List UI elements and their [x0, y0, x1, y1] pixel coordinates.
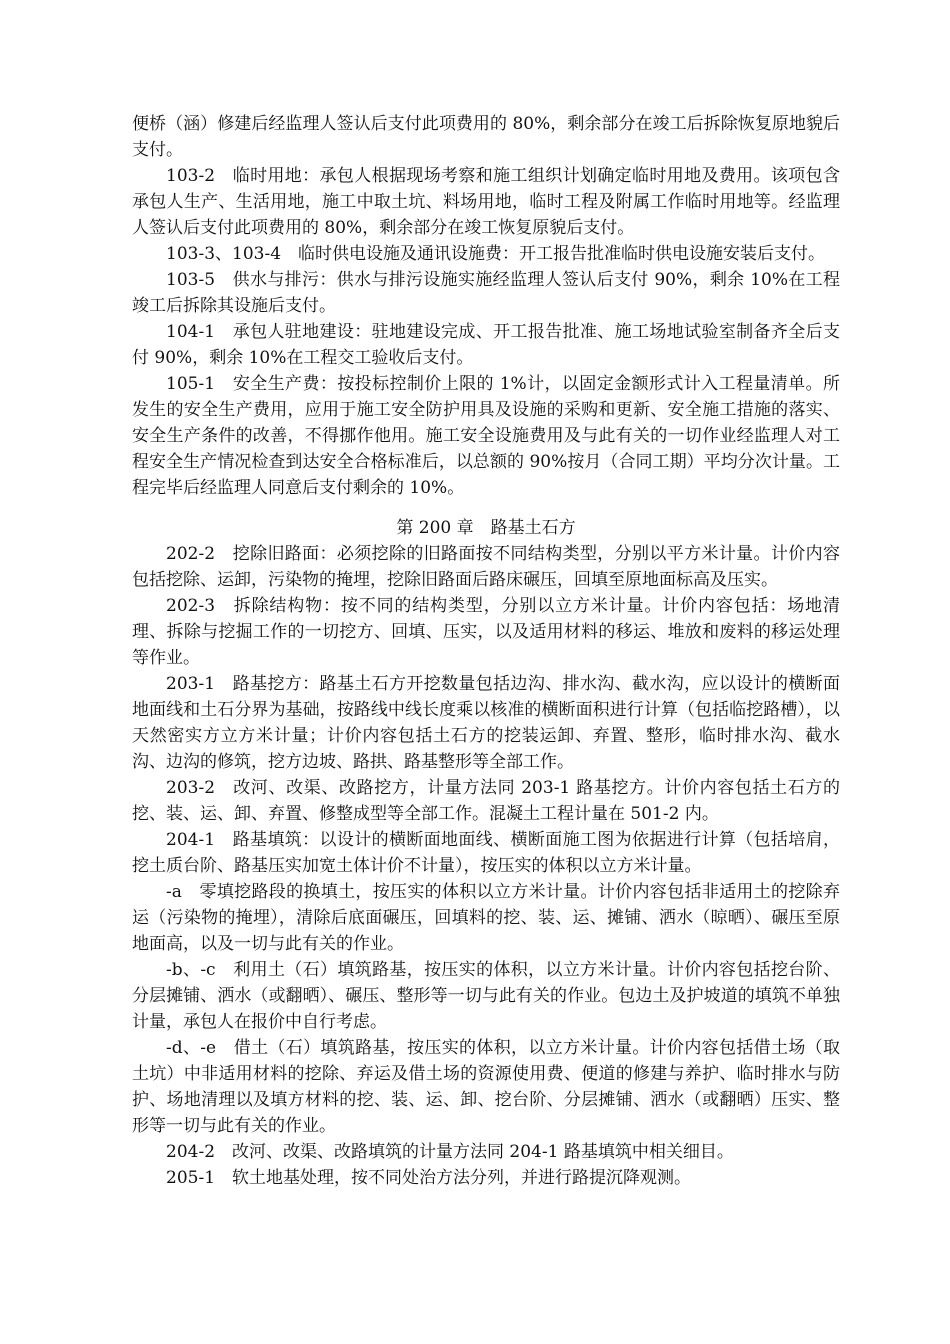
paragraph-103-3-103-4: 103-3、103-4 临时供电设施及通讯设施费：开工报告批准临时供电设施安装后支付。	[166, 244, 826, 264]
chapter-title: 第 200 章 路基土石方	[396, 518, 576, 538]
paragraph-203-1: 203-1 路基挖方：路基土石方开挖数量包括边沟、排水沟、截水沟，应以设计的横断面地面线和土石分界为基础，按路线中线长度乘以核准的横断面积进行计算（包括临挖路槽），以天然密实方立方米计量；计价内容包括土石方的挖装运卸、弃置、整形，临时排水沟、截水沟、边沟的修筑，挖方边坡、路拱、路基整形等全部工作。	[132, 674, 840, 772]
paragraph-202-3: 202-3 拆除结构物：按不同的结构类型，分别以立方米计量。计价内容包括：场地清理、拆除与挖掘工作的一切挖方、回填、压实，以及适用材料的移运、堆放和废料的移运处理等作业。	[132, 596, 840, 668]
section-103-105	[132, 111, 840, 501]
paragraph-204-1: 204-1 路基填筑：以设计的横断面地面线、横断面施工图为依据进行计算（包括培肩，挖土质台阶、路基压实加宽土体计价不计量），按压实的体积以立方米计量。	[132, 830, 840, 876]
paragraph-bridge-payment: 便桥（涵）修建后经监理人签认后支付此项费用的 80%，剩余部分在竣工后拆除恢复原地貌后支付。	[132, 114, 840, 160]
paragraph-103-2: 103-2 临时用地：承包人根据现场考察和施工组织计划确定临时用地及费用。该项包含承包人生产、生活用地，施工中取土坑、料场用地，临时工程及附属工作临时用地等。经监理人签认后支付此项费用的 80%，剩余部分在竣工恢复原貌后支付。	[132, 166, 840, 238]
paragraph-204-1-b-c: -b、-c 利用土（石）填筑路基，按压实的体积，以立方米计量。计价内容包括挖台阶、分层摊铺、洒水（或翻晒）、碾压、整形等一切与此有关的作业。包边土及护坡道的填筑不单独计量，承包人在报价中自行考虑。	[132, 960, 840, 1032]
paragraph-104-1: 104-1 承包人驻地建设：驻地建设完成、开工报告批准、施工场地试验室制备齐全后支付 90%，剩余 10%在工程交工验收后支付。	[132, 322, 840, 368]
paragraph-202-2: 202-2 挖除旧路面：必须挖除的旧路面按不同结构类型，分别以平方米计量。计价内容包括挖除、运卸，污染物的掩埋，挖除旧路面后路床碾压，回填至原地面标高及压实。	[132, 544, 840, 590]
paragraph-103-5: 103-5 供水与排污：供水与排污设施实施经监理人签认后支付 90%，剩余 10%在工程竣工后拆除其设施后支付。	[132, 270, 840, 316]
paragraph-205-1: 205-1 软土地基处理，按不同处治方法分列，并进行路提沉降观测。	[166, 1168, 692, 1188]
paragraph-204-1-a: -a 零填挖路段的换填土，按压实的体积以立方米计量。计价内容包括非适用土的挖除弃运（污染物的掩埋），清除后底面碾压，回填料的挖、装、运、摊铺、洒水（晾晒）、碾压至原地面高，以及一切与此有关的作业。	[132, 882, 840, 954]
paragraph-203-2: 203-2 改河、改渠、改路挖方，计量方法同 203-1 路基挖方。计价内容包括土石方的挖、装、运、卸、弃置、修整成型等全部工作。混凝土工程计量在 501-2 内。	[132, 778, 840, 824]
paragraph-105-1: 105-1 安全生产费：按投标控制价上限的 1%计，以固定金额形式计入工程量清单。所发生的安全生产费用，应用于施工安全防护用具及设施的采购和更新、安全施工措施的落实、安全生产条件的改善，不得挪作他用。施工安全设施费用及与此有关的一切作业经监理人对工程安全生产情况检查到达安全合格标准后，以总额的 90%按月（合同工期）平均分次计量。工程完毕后经监理人同意后支付剩余的 10%。	[132, 374, 840, 498]
paragraph-204-1-d-e: -d、-e 借土（石）填筑路基，按压实的体积，以立方米计量。计价内容包括借土场（取土坑）中非适用材料的挖除、弃运及借土场的资源使用费、便道的修建与养护、临时排水与防护、场地清理以及填方材料的挖、装、运、卸、挖台阶、分层摊铺、洒水（或翻晒）压实、整形等一切与此有关的作业。	[132, 1038, 840, 1136]
section-200	[132, 541, 840, 1191]
paragraph-204-2: 204-2 改河、改渠、改路填筑的计量方法同 204-1 路基填筑中相关细目。	[166, 1142, 734, 1162]
